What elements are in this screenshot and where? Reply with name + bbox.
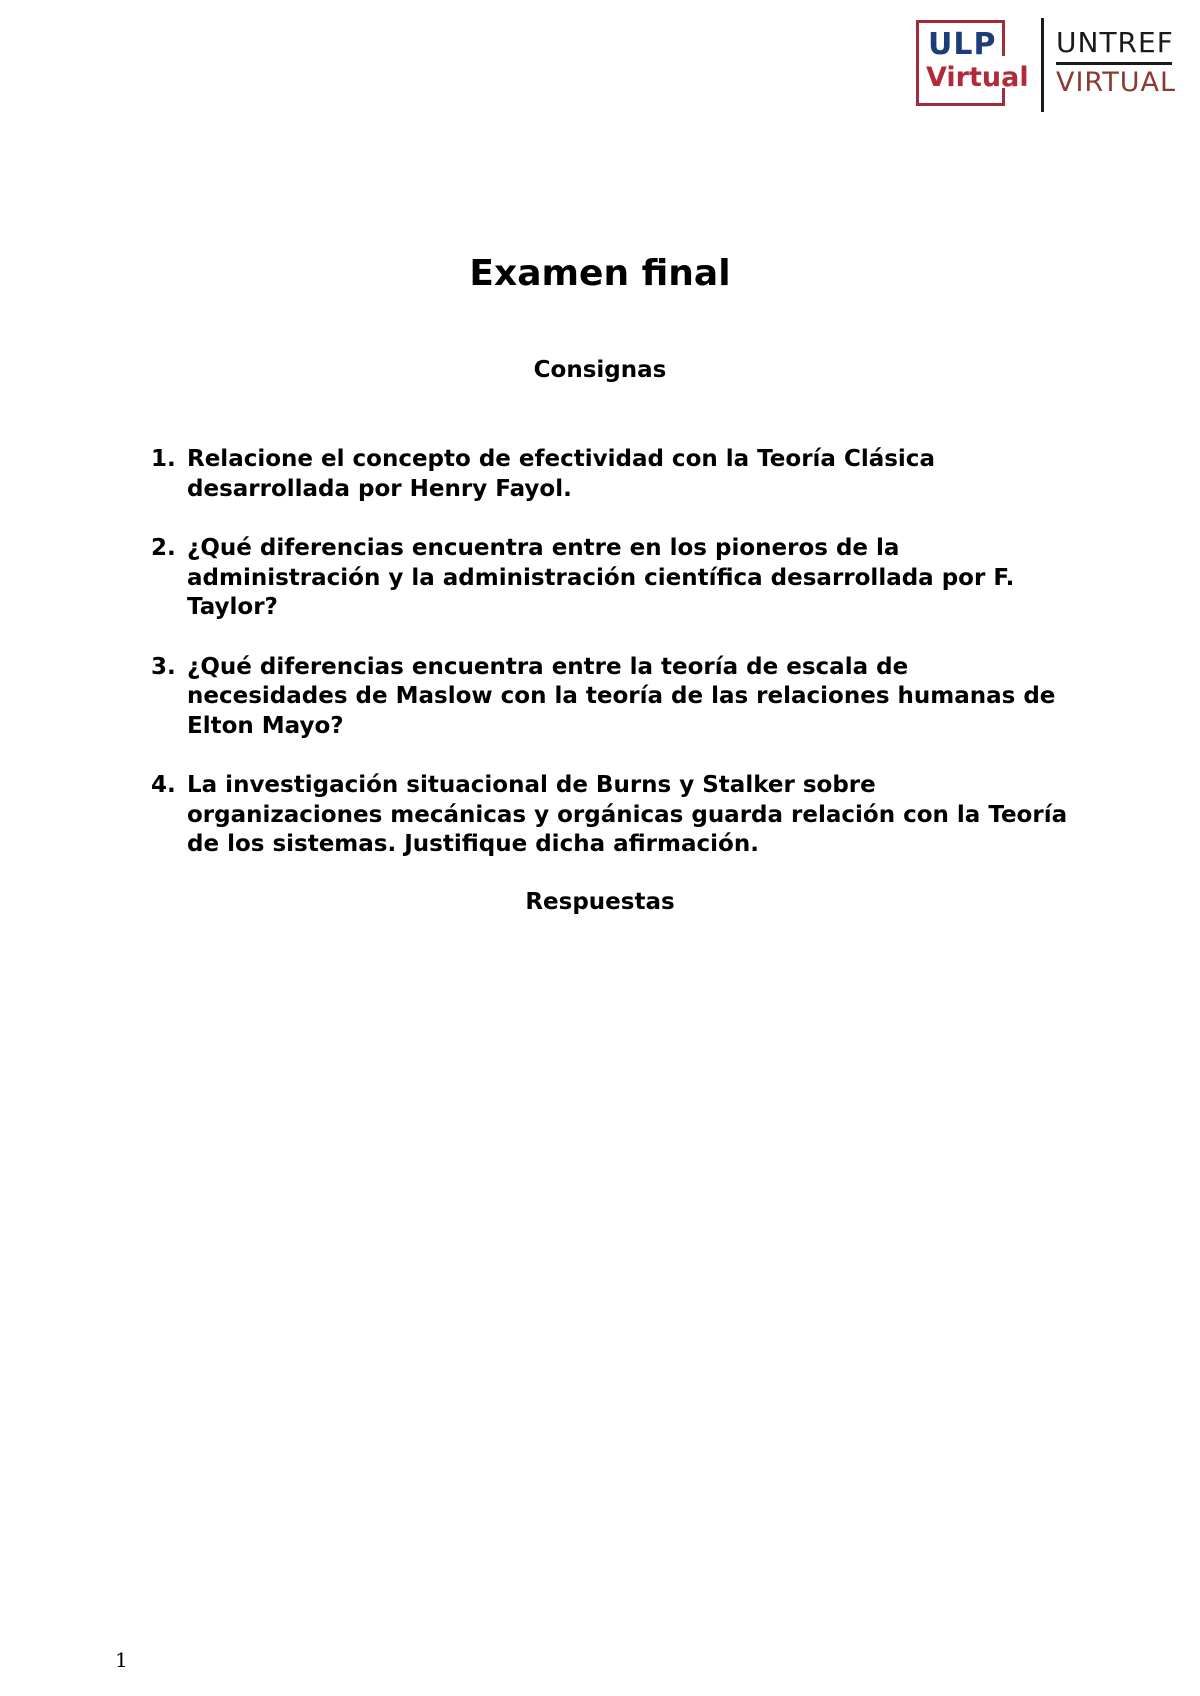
ulp-logo-virtual-text: Virtual [926, 62, 1029, 93]
question-number: 2. [151, 535, 176, 561]
section-heading-consignas: Consignas [533, 357, 667, 383]
untref-logo-text: UNTREF [1056, 26, 1174, 59]
question-text: ¿Qué diferencias encuentra entre la teoría de escala de necesidades de Maslow con la teoría de las relaciones humanas de Elton Mayo? [187, 653, 1056, 739]
question-text: La investigación situacional de Burns y Stalker sobre organizaciones mecánicas y orgánicas guarda relación con la Teoría de los sistemas. Justifique dicha afirmación. [187, 772, 1068, 857]
page-number: 1 [115, 1648, 128, 1672]
page-title: Examen final [469, 253, 731, 294]
question-item [151, 534, 1071, 623]
question-item [151, 771, 1071, 860]
question-text: ¿Qué diferencias encuentra entre en los pioneros de la administración y la administración científica desarrollada por F. Taylor? [187, 535, 1015, 620]
question-text: Relacione el concepto de efectividad con la Teoría Clásica desarrollada por Henry Fayol. [187, 446, 935, 502]
section-heading-respuestas: Respuestas [525, 889, 675, 915]
question-list [151, 445, 1071, 890]
question-item [151, 445, 1071, 504]
header-logos [916, 18, 1176, 113]
question-number: 3. [151, 653, 176, 680]
ulp-logo-frame-right-top [1002, 20, 1005, 56]
question-item [151, 653, 1071, 742]
logo-divider [1041, 18, 1044, 112]
untref-logo-virtual-text: VIRTUAL [1056, 67, 1176, 98]
untref-logo-rule [1056, 62, 1172, 65]
ulp-logo-text: ULP [928, 27, 997, 62]
question-number: 4. [151, 772, 176, 798]
question-number: 1. [151, 446, 176, 472]
